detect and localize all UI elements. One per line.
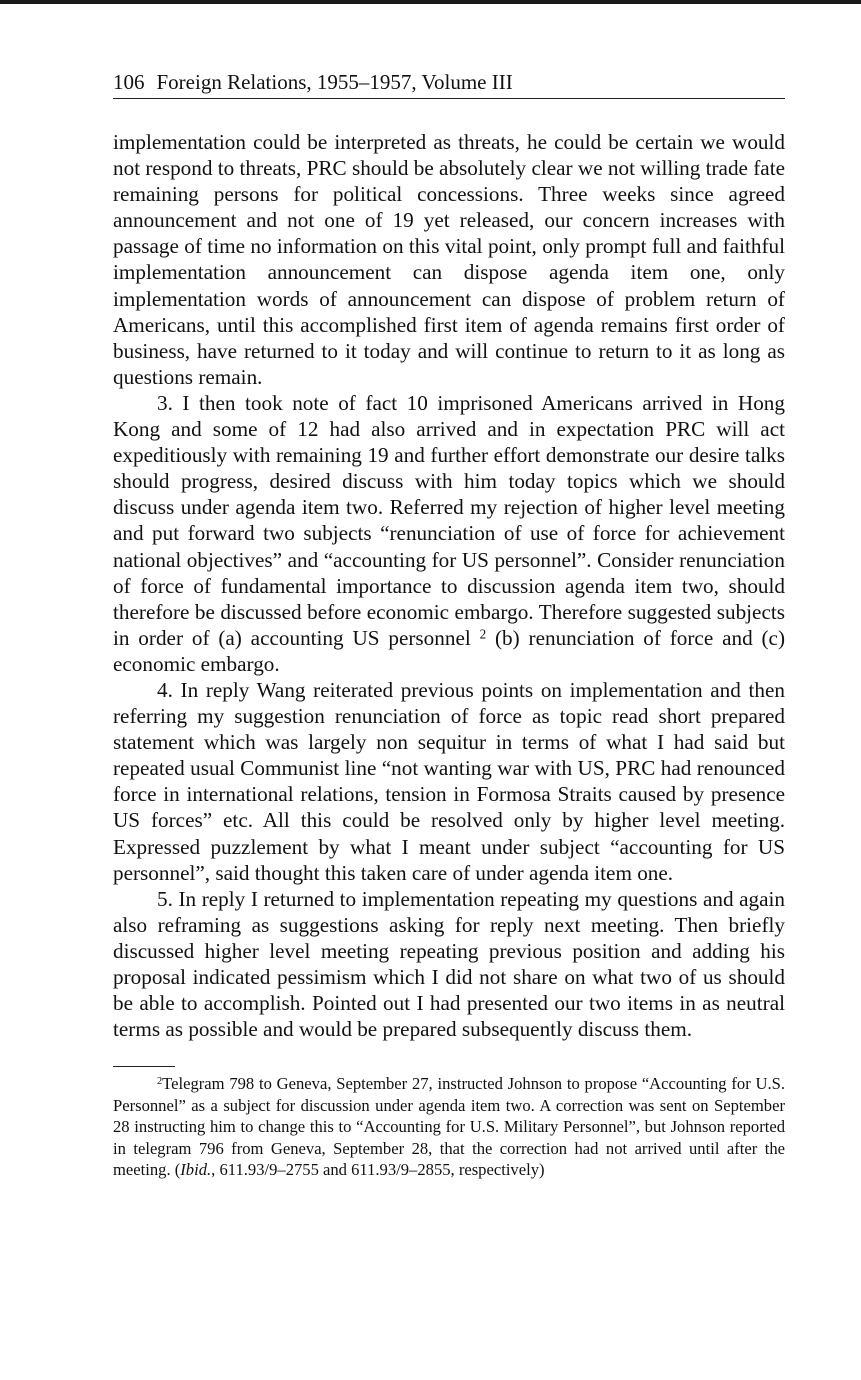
- paragraph-5: 5. In reply I returned to implementation repeating my questions and again also reframing as suggestions asking for reply next meeting. Then briefly discussed higher level meeting repeating previous position and adding his proposal indicated pessimism which I did not share on what two of us should be able to accomplish. Pointed out I had presented our two items in as neutral terms as possible and would be prepared subsequently discuss them.: [113, 886, 785, 1042]
- footnote-2: [113, 1073, 785, 1180]
- paragraph-3-text-end: (b) renunciation of force and (c) economic embargo.: [113, 625, 786, 676]
- page-top-edge: [0, 0, 861, 4]
- paragraph-4: 4. In reply Wang reiterated previous points on implementation and then referring my suggestion renunciation of force as topic read short prepared statement which was largely non sequitur in terms of what I had said but repeated usual Communist line “not wanting war with US, PRC had renounced force in international relations, tension in Formosa Straits caused by presence US forces” etc. All this could be resolved only by higher level meeting. Expressed puzzlement by what I meant under subject “accounting for US personnel”, said thought this taken care of under agenda item one.: [113, 677, 785, 885]
- footnote-citation: , 611.93/9–2755 and 611.93/9–2855, respectively): [211, 1159, 545, 1179]
- paragraph-3-text: 3. I then took note of fact 10 imprisoned Americans arrived in Hong Kong and some of 12 had also arrived and in expectation PRC will act expeditiously with remaining 19 and further effort demonstrate our desire talks should progress, desired discuss with him today topics which we should discuss under agenda item two. Referred my rejection of higher level meeting and put forward two subjects “renunciation of use of force for achievement national objectives” and “accounting for US personnel”. Consider renunciation of force of fundamental importance to discussion agenda item two, should therefore be discussed before economic embargo. Therefore suggested subjects in order of (a) accounting US personnel: [113, 390, 785, 650]
- footnote-text: Telegram 798 to Geneva, September 27, instructed Johnson to propose “Accounting for U.S. Personnel” as a subject for discussion under agenda item two. A correction was sent on September 28 instructing him to change this to “Accounting for U.S. Military Personnel”, but Johnson reported in telegram 796 from Geneva, September 28, that the correction had not arrived until after the meeting. (: [113, 1074, 785, 1179]
- footnote-reference-2[interactable]: 2: [479, 626, 487, 642]
- footnote-ibid: Ibid.: [180, 1159, 212, 1179]
- footnote-divider: [113, 1066, 175, 1067]
- footnote-number: 2: [157, 1076, 163, 1088]
- document-page: [113, 68, 785, 1180]
- running-header: [113, 68, 785, 99]
- running-title: Foreign Relations, 1955–1957, Volume III: [156, 70, 513, 94]
- paragraph-continued: implementation could be interpreted as threats, he could be certain we would not respond to threats, PRC should be absolutely clear we not willing trade fate remaining persons for political concessions. Three weeks since agreed announcement and not one of 19 yet released, our concern increases with passage of time no information on this vital point, only prompt full and faithful implementation announcement can dispose agenda item one, only implementation words of announcement can dispose of problem return of Americans, until this accomplished first item of agenda remains first order of business, have returned to it today and will continue to return to it as long as questions remain.: [113, 130, 785, 389]
- page-number: 106: [113, 70, 145, 94]
- body-text: [113, 129, 785, 1042]
- paragraph-3: [113, 390, 785, 677]
